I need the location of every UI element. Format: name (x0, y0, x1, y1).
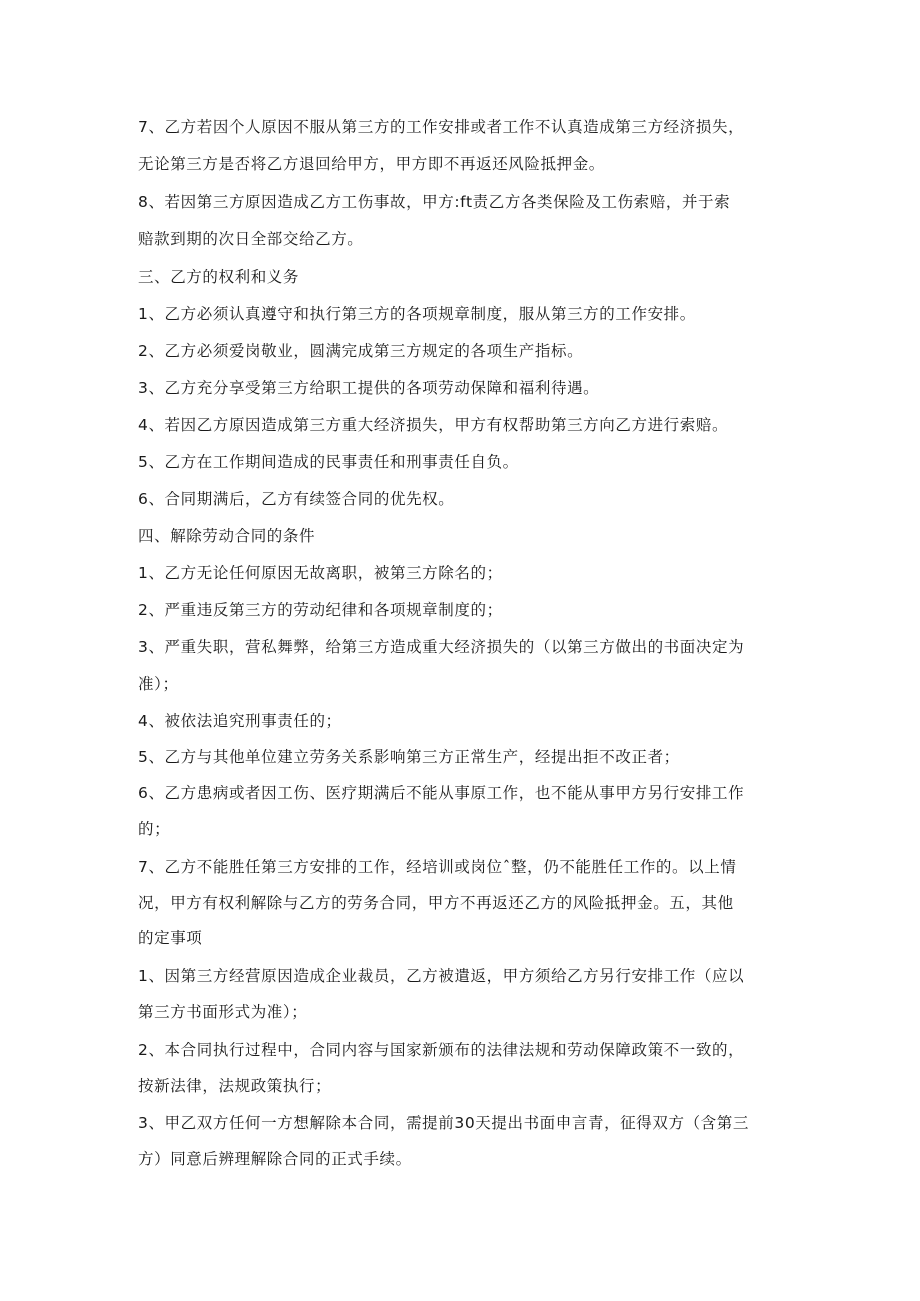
text-line: 5、乙方与其他单位建立劳务关系影响第三方正常生产，经提出拒不改正者； (138, 748, 680, 766)
text-line: 况，甲方有权利解除与乙方的劳务合同，甲方不再返还乙方的风险抵押金。五，其他 (138, 894, 734, 912)
text-line: 的； (138, 820, 171, 838)
text-line: 2、乙方必须爱岗敬业，圆满完成第三方规定的各项生产指标。 (138, 342, 584, 360)
text-line: 3、甲乙双方任何一方想解除本合同，需提前30天提出书面申言青，征得双方（含第三 (138, 1114, 749, 1132)
text-line: 第三方书面形式为准）； (138, 1003, 308, 1021)
text-line: 方）同意后辨理解除合同的正式手续。 (138, 1150, 412, 1168)
section-heading: 四、解除劳动合同的条件 (138, 527, 316, 545)
text-line: 8、若因第三方原因造成乙方工伤事故，甲方:ft责乙方各类保险及工伤索赔，并于索 (138, 193, 731, 211)
text-line: 1、乙方必须认真遵守和执行第三方的各项规章制度，服从第三方的工作安排。 (138, 305, 696, 323)
text-line: 7、乙方不能胜任第三方安排的工作，经培训或岗位ˆ整，仍不能胜任工作的。以上情 (138, 858, 737, 876)
text-line: 2、严重违反第三方的劳动纪律和各项规章制度的； (138, 601, 503, 619)
text-line: 5、乙方在工作期间造成的民事责任和刑事责任自负。 (138, 453, 519, 471)
text-line: 6、乙方患病或者因工伤、医疗期满后不能从事原工作，也不能从事甲方另行安排工作 (138, 784, 745, 802)
text-line: 1、乙方无论任何原因无故离职，被第三方除名的； (138, 564, 503, 582)
text-line: 赔款到期的次日全部交给乙方。 (138, 230, 364, 248)
text-line: 3、乙方充分享受第三方给职工提供的各项劳动保障和福利待遇。 (138, 379, 600, 397)
text-line: 3、严重失职，营私舞弊，给第三方造成重大经济损失的（以第三方做出的书面决定为 (138, 638, 745, 656)
text-line: 2、本合同执行过程中，合同内容与国家新颁布的法律法规和劳动保障政策不一致的， (138, 1041, 745, 1059)
text-line: 7、乙方若因个人原因不服从第三方的工作安排或者工作不认真造成第三方经济损失， (138, 118, 745, 136)
text-line: 4、被依法追究刑事责任的； (138, 712, 342, 730)
text-line: 4、若因乙方原因造成第三方重大经济损失，甲方有权帮助第三方向乙方进行索赔。 (138, 416, 729, 434)
text-line: 6、合同期满后，乙方有续签合同的优先权。 (138, 490, 455, 508)
text-line: 的定事项 (138, 929, 203, 947)
text-line: 无论第三方是否将乙方退回给甲方，甲方即不再返还风险抵押金。 (138, 155, 605, 173)
section-heading: 三、乙方的权利和义务 (138, 268, 300, 286)
text-line: 准）； (138, 675, 179, 693)
text-line: 1、因第三方经营原因造成企业裁员，乙方被遣返，甲方须给乙方另行安排工作（应以 (138, 967, 745, 985)
text-line: 按新法律，法规政策执行； (138, 1077, 332, 1095)
